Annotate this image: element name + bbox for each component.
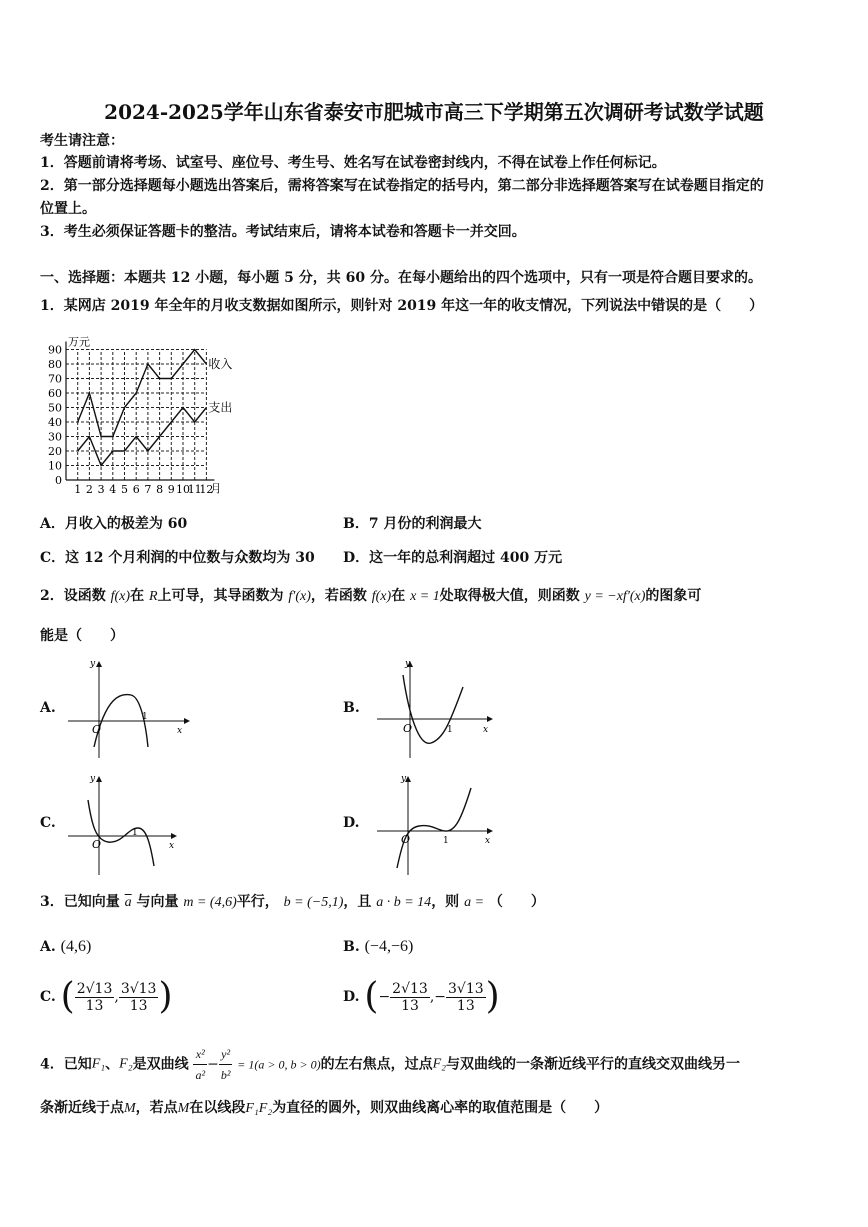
legend-label-income: 收入: [208, 357, 233, 371]
svg-text:O: O: [92, 723, 102, 736]
x-tick-label: 4: [109, 483, 117, 496]
q3-option-c[interactable]: C. ( $\frac{2√13}{13}$ , $\frac{3√13}{13}$ ): [40, 976, 173, 1017]
x-tick-label: 1: [74, 483, 82, 496]
income-expense-chart: [40, 328, 280, 498]
q4-stem: 4．已知F₁、F₂是双曲线 $\frac{\text{x²}}{\text{a²}}$ − $\frac{\text{y²}}{\text{b²}}$ = 1(a > 0, b > 0)的左右焦点，过点F₂与双曲线的一条渐近线平行的直线交双曲线另一: [40, 1044, 740, 1085]
page-title: 2024-2025学年山东省泰安市肥城市高三下学期第五次调研考试数学试题: [104, 100, 764, 124]
x-tick-label: 2: [85, 483, 93, 496]
q1-option-d[interactable]: D．这一年的总利润超过 400 万元: [343, 550, 563, 566]
q2-option-a-label[interactable]: A.: [40, 700, 56, 716]
x-tick-label: 11: [187, 483, 202, 496]
y-tick-label: 20: [48, 445, 62, 458]
svg-text:O: O: [401, 833, 411, 846]
legend-label-expense: 支出: [208, 400, 233, 415]
y-tick-label: 10: [48, 459, 62, 473]
svg-text:y: y: [90, 659, 96, 669]
chart-grid: [66, 350, 206, 481]
notice-item-3: 3．考生必须保证答题卡的整洁。考试结束后，请将本试卷和答题卡一并交回。: [40, 224, 526, 240]
q2-option-c-label[interactable]: C.: [40, 815, 56, 831]
q1-option-b[interactable]: B．7 月份的利润最大: [343, 516, 482, 532]
q3-stem: 3．已知向量 $\overline{a}$ 与向量 m = (4,6)平行， b = (−5,1)，且 a · b = 14，则 a = （ ）: [40, 894, 545, 910]
q2-stem: 2．设函数 f(x)在 R上可导，其导函数为 f′(x)，若函数 f(x)在 x = 1处取得极大值，则函数 y = −xf′(x)的图象可: [40, 588, 702, 604]
q2-option-d-label[interactable]: D.: [343, 815, 360, 831]
q2-option-c-graph[interactable]: [66, 770, 191, 878]
q2-option-d-graph[interactable]: [375, 770, 500, 878]
svg-text:1: 1: [142, 712, 148, 722]
svg-text:x: x: [177, 726, 183, 736]
q2-stem-line2: 能是（ ）: [40, 628, 124, 644]
svg-text:1: 1: [447, 725, 453, 735]
q2-option-b-label[interactable]: B.: [343, 700, 360, 716]
svg-text:y: y: [405, 659, 411, 669]
q3-option-b[interactable]: B. (−4,−6): [343, 938, 414, 955]
q1-stem: 1．某网店 2019 年全年的月收支数据如图所示，则针对 2019 年这一年的收支情况，下列说法中错误的是（ ）: [40, 298, 764, 314]
svg-text:x: x: [485, 836, 491, 846]
x-tick-label: 9: [167, 483, 175, 496]
svg-text:1: 1: [132, 828, 138, 838]
q3-option-d[interactable]: D. (− $\frac{2√13}{13}$ ,− $\frac{3√13}{13}$ ): [343, 976, 500, 1017]
x-tick-label: 5: [121, 483, 128, 496]
x-tick-label: 7: [144, 483, 152, 496]
chart-axes: [66, 342, 214, 481]
y-tick-label: 60: [48, 387, 62, 400]
chart-ticks: [48, 336, 232, 497]
x-tick-label: 12: [199, 483, 214, 496]
x-tick-label: 3: [97, 483, 105, 496]
svg-text:1: 1: [443, 836, 449, 846]
svg-text:y: y: [401, 774, 407, 784]
notice-heading: 考生请注意：: [40, 133, 124, 149]
q2-option-b-graph[interactable]: [375, 655, 500, 760]
x-tick-label: 8: [156, 483, 164, 496]
svg-text:y: y: [90, 774, 96, 784]
q3-option-a[interactable]: A. (4,6): [40, 938, 92, 955]
y-tick-label: 90: [48, 343, 62, 357]
y-axis-label: 万元: [68, 335, 90, 349]
svg-text:O: O: [92, 838, 102, 851]
y-tick-label: 50: [48, 401, 62, 415]
q2-option-a-graph[interactable]: [66, 655, 191, 760]
notice-item-2-cont: 位置上。: [40, 201, 96, 217]
q1-option-c[interactable]: C．这 12 个月利润的中位数与众数均为 30: [40, 550, 315, 566]
y-tick-label: 80: [48, 358, 62, 371]
svg-text:x: x: [169, 841, 175, 851]
x-axis-label: 月: [210, 482, 222, 495]
notice-item-1: 1．答题前请将考场、试室号、座位号、考生号、姓名写在试卷密封线内，不得在试卷上作任何标记。: [40, 155, 666, 171]
y-tick-label: 70: [48, 372, 62, 386]
x-tick-label: 6: [132, 483, 140, 496]
svg-text:O: O: [403, 722, 413, 735]
q1-option-a[interactable]: A．月收入的极差为 60: [40, 516, 188, 532]
section-heading: 一、选择题：本题共 12 小题，每小题 5 分，共 60 分。在每小题给出的四个选项中，只有一项是符合题目要求的。: [40, 270, 762, 286]
y-tick-label: 40: [48, 416, 62, 429]
y-tick-label: 30: [48, 430, 62, 444]
q4-stem-line2: 条渐近线于点M，若点M在以线段F₁F₂为直径的圆外，则双曲线离心率的取值范围是（ ）: [40, 1100, 609, 1116]
notice-item-2: 2．第一部分选择题每小题选出答案后，需将答案写在试卷指定的括号内，第二部分非选择题答案写在试卷题目指定的: [40, 178, 764, 194]
x-tick-label: 10: [176, 483, 190, 496]
svg-text:x: x: [483, 725, 489, 735]
y-tick-label: 0: [55, 474, 62, 487]
